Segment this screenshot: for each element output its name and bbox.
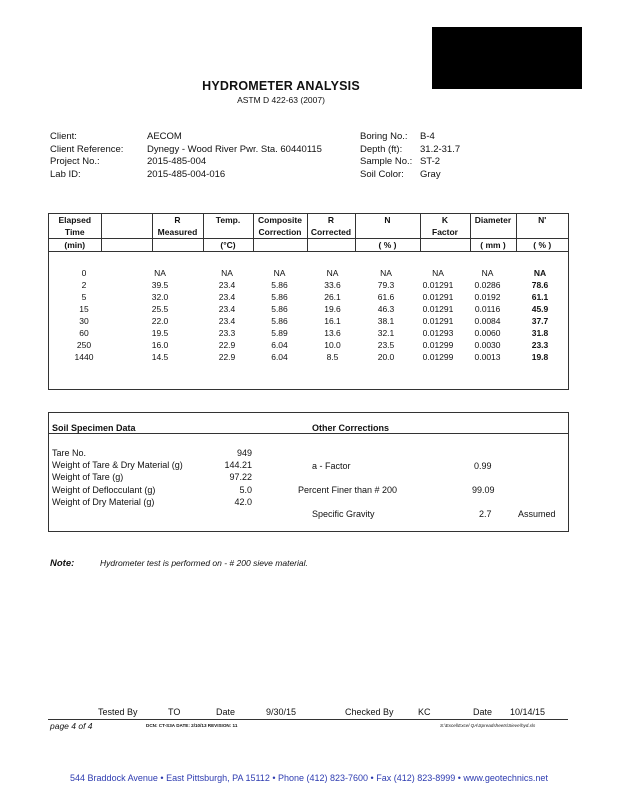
table-cell: 2 [81, 280, 87, 290]
col-header [470, 226, 516, 239]
table-cell: 0.01291 [422, 292, 454, 302]
table-row [49, 315, 568, 327]
table-cell: 0.0286 [474, 280, 501, 290]
tare-dry-weight-value: 144.21 [224, 460, 252, 471]
table-cell: 0.01293 [422, 328, 454, 338]
table-cell: 23.4 [218, 316, 236, 326]
table-cell: 61.6 [377, 292, 395, 302]
dry-material-weight-value: 42.0 [234, 496, 252, 507]
table-row [49, 291, 568, 303]
table-cell: 30 [79, 316, 89, 326]
sample-no-label: Sample No.: [360, 156, 413, 168]
client-value: AECOM [147, 131, 182, 142]
col-header [516, 226, 568, 239]
tare-dry-weight-label: Weight of Tare & Dry Material (g) [52, 460, 183, 471]
note-label: Note: [50, 558, 75, 569]
date2-label: Date [473, 707, 493, 717]
specimen-labels [52, 447, 183, 508]
table-cell: 79.3 [377, 280, 395, 290]
table-row [49, 267, 568, 279]
table-cell: 32.1 [377, 328, 395, 338]
table-row [49, 339, 568, 351]
col-unit [253, 239, 307, 252]
table-header-row-3 [49, 239, 568, 252]
lab-id-value: 2015-485-004-016 [147, 168, 226, 180]
table-cell: 60 [79, 328, 89, 338]
document-title: HYDROMETER ANALYSIS [202, 79, 360, 93]
table-cell: 23.3 [531, 340, 549, 350]
table-cell: 0 [81, 268, 87, 278]
client-label: Client: [50, 131, 77, 142]
table-cell: NA [154, 268, 166, 278]
specimen-heading: Soil Specimen Data [52, 423, 136, 433]
table-cell: 22.9 [218, 352, 236, 362]
table-cell: NA [533, 268, 547, 278]
col-header: Correction [253, 226, 307, 239]
corrections-heading: Other Corrections [312, 423, 390, 433]
table-cell: 26.1 [324, 292, 341, 302]
col-unit [101, 239, 152, 252]
info-right-labels [360, 131, 412, 181]
col-unit [307, 239, 355, 252]
deflocculant-weight-value: 5.0 [239, 484, 252, 495]
specific-gravity-note: Assumed [518, 509, 556, 519]
col-header [203, 226, 253, 239]
table-cell: 0.0030 [474, 340, 501, 350]
col-header: K [420, 214, 470, 226]
depth-value: 31.2-31.7 [420, 143, 461, 155]
table-cell: 8.5 [326, 352, 339, 362]
table-cell: NA [432, 268, 444, 278]
table-cell: 20.0 [377, 352, 395, 362]
col-header: Factor [420, 226, 470, 239]
date1-label: Date [216, 707, 236, 717]
col-header: Diameter [470, 214, 516, 226]
company-address: 544 Braddock Avenue • East Pittsburgh, PA 15112 • Phone (412) 823-7600 • Fax (412) 823-8999 • www.geotechnics.net [70, 773, 548, 783]
col-unit: (°C) [203, 239, 253, 252]
hydrometer-table [49, 214, 568, 252]
table-cell: 78.6 [531, 280, 549, 290]
table-cell: 0.01291 [422, 280, 454, 290]
table-cell: 15 [79, 304, 89, 314]
table-cell: 22.9 [218, 340, 236, 350]
specimen-values [209, 447, 252, 508]
table-cell: 250 [76, 340, 92, 350]
table-cell: 5.86 [271, 280, 288, 290]
table-cell: NA [221, 268, 233, 278]
boring-no-value: B-4 [420, 131, 435, 142]
table-cell: 38.1 [377, 316, 395, 326]
col-unit [152, 239, 203, 252]
col-header: R [152, 214, 203, 226]
hydrometer-table-box [48, 213, 569, 390]
table-row [49, 327, 568, 339]
table-cell: 0.01291 [422, 316, 454, 326]
table-cell: 23.4 [218, 292, 236, 302]
table-cell: NA [380, 268, 392, 278]
table-cell: 16.0 [151, 340, 169, 350]
table-cell: 23.3 [218, 328, 236, 338]
divider [49, 433, 568, 434]
sample-no-value: ST-2 [420, 156, 441, 168]
info-right-values [420, 131, 460, 181]
specific-gravity-value: 2.7 [479, 509, 492, 519]
checked-by-label: Checked By [345, 707, 394, 717]
percent-finer-value: 99.09 [472, 485, 495, 495]
table-cell: 14.5 [151, 352, 169, 362]
info-left-values [147, 131, 322, 181]
col-header: Composite [253, 214, 307, 226]
table-cell: 25.5 [151, 304, 169, 314]
tested-by-label: Tested By [98, 707, 138, 717]
date1-value: 9/30/15 [266, 707, 297, 717]
footer-divider [48, 719, 568, 720]
table-cell: 23.5 [377, 340, 395, 350]
client-reference-value: Dynegy - Wood River Pwr. Sta. 60440115 [147, 143, 322, 155]
col-unit: ( % ) [516, 239, 568, 252]
table-cell: 46.3 [377, 304, 395, 314]
table-cell: 5 [81, 292, 87, 302]
file-path: S:\Excel\Excel QA\Spreadsheets\Sieve\hyd.xls [440, 723, 536, 728]
table-cell: 5.89 [271, 328, 288, 338]
table-cell: 61.1 [531, 292, 549, 302]
info-left-labels [50, 131, 123, 181]
date2-value: 10/14/15 [510, 707, 546, 717]
table-cell: 13.6 [324, 328, 341, 338]
table-cell: 19.8 [531, 352, 549, 362]
tare-no-label: Tare No. [52, 448, 87, 458]
table-cell: 0.0013 [474, 352, 501, 362]
col-header [355, 226, 420, 239]
doc-code: DCN: CT-S3A DATE: 2/10/13 REVISION: 11 [146, 723, 238, 728]
table-cell: 0.0116 [474, 304, 501, 314]
table-cell: 16.1 [324, 316, 341, 326]
table-cell: 39.5 [151, 280, 169, 290]
project-no-value: 2015-485-004 [147, 156, 207, 168]
table-cell: 45.9 [531, 304, 549, 314]
table-cell: 0.01299 [422, 340, 454, 350]
client-reference-label: Client Reference: [50, 143, 124, 155]
project-no-label: Project No.: [50, 156, 100, 168]
table-cell: 19.6 [324, 304, 341, 314]
table-cell: 19.5 [151, 328, 169, 338]
table-cell: 0.01299 [422, 352, 454, 362]
table-cell: 31.8 [531, 328, 549, 338]
col-header: Corrected [307, 226, 355, 239]
table-cell: 22.0 [151, 316, 169, 326]
table-row [49, 303, 568, 315]
tare-weight-value: 97.22 [229, 472, 252, 483]
table-cell: 23.4 [218, 280, 236, 290]
a-factor-label: a - Factor [312, 461, 351, 471]
table-cell: 5.86 [271, 316, 288, 326]
col-header: N' [516, 214, 568, 226]
table-cell: 0.01291 [422, 304, 454, 314]
table-cell: 6.04 [271, 352, 288, 362]
table-cell: 1440 [74, 352, 94, 362]
specific-gravity-label: Specific Gravity [312, 509, 375, 519]
col-unit [420, 239, 470, 252]
table-cell: 5.86 [271, 292, 288, 302]
document-subtitle: ASTM D 422-63 (2007) [237, 95, 325, 105]
table-cell: 5.86 [271, 304, 288, 314]
tare-no-value: 949 [236, 448, 252, 458]
col-unit: (min) [64, 239, 86, 250]
table-cell: NA [326, 268, 339, 278]
col-header: Measured [152, 226, 203, 239]
col-unit: ( % ) [355, 239, 420, 252]
col-unit: ( mm ) [470, 239, 516, 252]
page-number: page 4 of 4 [50, 721, 93, 731]
percent-finer-label: Percent Finer than # 200 [298, 485, 398, 495]
col-header: N [355, 214, 420, 226]
table-cell: 33.6 [324, 280, 341, 290]
table-header-row-1 [49, 214, 568, 226]
table-row [49, 351, 568, 363]
col-header: Elapsed [58, 214, 92, 225]
boring-no-label: Boring No.: [360, 131, 408, 142]
table-cell: NA [481, 268, 494, 278]
table-cell: 37.7 [531, 316, 549, 326]
dry-material-weight-label: Weight of Dry Material (g) [52, 496, 155, 507]
tare-weight-label: Weight of Tare (g) [52, 472, 124, 483]
table-cell: 0.0084 [474, 316, 501, 326]
deflocculant-weight-label: Weight of Deflocculant (g) [52, 484, 156, 495]
table-cell: 0.0192 [474, 292, 501, 302]
table-cell: 0.0060 [474, 328, 501, 338]
table-header-row-2 [49, 226, 568, 239]
hydrometer-values [49, 267, 568, 363]
table-cell: 23.4 [218, 304, 236, 314]
col-header: R [307, 214, 355, 226]
table-cell: 32.0 [151, 292, 169, 302]
col-header [101, 214, 152, 226]
a-factor-value: 0.99 [474, 461, 492, 471]
lab-id-label: Lab ID: [50, 168, 81, 180]
note-text: Hydrometer test is performed on - # 200 sieve material. [100, 558, 308, 568]
table-cell: NA [273, 268, 286, 278]
depth-label: Depth (ft): [360, 143, 403, 155]
table-row [49, 279, 568, 291]
checked-by-value: KC [418, 707, 431, 717]
specimen-box [48, 412, 569, 532]
col-header: Time [64, 226, 85, 237]
soil-color-value: Gray [420, 168, 441, 180]
soil-color-label: Soil Color: [360, 168, 404, 180]
table-cell: 6.04 [271, 340, 288, 350]
tested-by-value: TO [168, 707, 181, 717]
col-header [101, 226, 152, 239]
table-cell: 10.0 [324, 340, 341, 350]
col-header: Temp. [203, 214, 253, 226]
